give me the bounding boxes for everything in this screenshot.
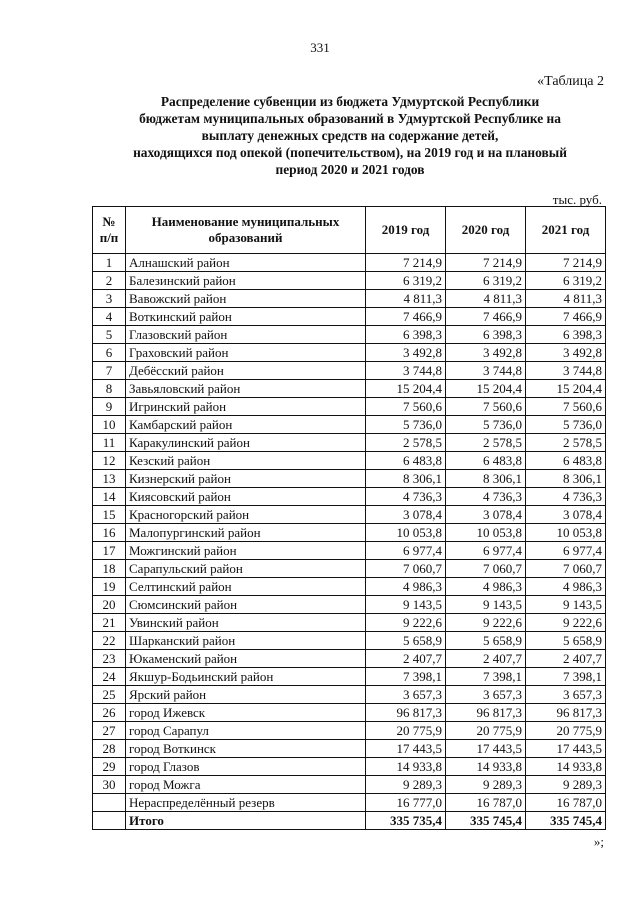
value-2019: 3 657,3 — [366, 686, 446, 704]
table-header-row — [93, 207, 606, 254]
table-row — [93, 326, 606, 344]
value-2019: 3 744,8 — [366, 362, 446, 380]
value-2019: 3 492,8 — [366, 344, 446, 362]
value-2019: 7 466,9 — [366, 308, 446, 326]
column-header-2019: 2019 год — [366, 207, 446, 254]
municipality-name: город Глазов — [126, 758, 366, 776]
value-2019: 3 078,4 — [366, 506, 446, 524]
value-2019: 6 319,2 — [366, 272, 446, 290]
value-2020: 3 744,8 — [446, 362, 526, 380]
table-row — [93, 596, 606, 614]
heading-line: бюджетам муниципальных образований в Удмуртской Республике на — [139, 111, 561, 126]
value-2019: 17 443,5 — [366, 740, 446, 758]
value-2021: 4 811,3 — [526, 290, 606, 308]
closing-quote: »; — [593, 834, 604, 849]
row-number: 10 — [93, 416, 126, 434]
value-2021: 3 744,8 — [526, 362, 606, 380]
municipality-name: Граховский район — [126, 344, 366, 362]
table-row — [93, 578, 606, 596]
row-number: 20 — [93, 596, 126, 614]
value-2021: 4 736,3 — [526, 488, 606, 506]
value-2019: 14 933,8 — [366, 758, 446, 776]
row-number: 9 — [93, 398, 126, 416]
value-2021: 5 658,9 — [526, 632, 606, 650]
table-row — [93, 542, 606, 560]
value-2020: 7 398,1 — [446, 668, 526, 686]
row-number: 22 — [93, 632, 126, 650]
municipality-name: Юкаменский район — [126, 650, 366, 668]
total-2019: 335 735,4 — [366, 812, 446, 830]
municipality-name: Дебёсский район — [126, 362, 366, 380]
municipality-name: Малопургинский район — [126, 524, 366, 542]
municipality-name: Красногорский район — [126, 506, 366, 524]
value-2020: 5 736,0 — [446, 416, 526, 434]
municipality-name: Балезинский район — [126, 272, 366, 290]
value-2019: 9 222,6 — [366, 614, 446, 632]
municipality-name: Сарапульский район — [126, 560, 366, 578]
value-2021: 9 143,5 — [526, 596, 606, 614]
row-number: 12 — [93, 452, 126, 470]
row-number: 4 — [93, 308, 126, 326]
value-2019: 6 398,3 — [366, 326, 446, 344]
municipality-name: Камбарский район — [126, 416, 366, 434]
table-row — [93, 362, 606, 380]
value-2021: 14 933,8 — [526, 758, 606, 776]
total-row — [93, 812, 606, 830]
table-row — [93, 524, 606, 542]
heading-line: Распределение субвенции из бюджета Удмуртской Республики — [160, 94, 540, 109]
column-header-2021: 2021 год — [526, 207, 606, 254]
unit-label: тыс. руб. — [552, 192, 602, 207]
value-2021: 7 398,1 — [526, 668, 606, 686]
table-row — [93, 434, 606, 452]
row-number: 11 — [93, 434, 126, 452]
value-2021: 4 986,3 — [526, 578, 606, 596]
table-row — [93, 344, 606, 362]
value-2019: 7 398,1 — [366, 668, 446, 686]
row-number: 15 — [93, 506, 126, 524]
value-2020: 3 492,8 — [446, 344, 526, 362]
row-number: 13 — [93, 470, 126, 488]
municipality-name: Киясовский район — [126, 488, 366, 506]
table-row — [93, 416, 606, 434]
value-2020: 9 222,6 — [446, 614, 526, 632]
value-2021: 20 775,9 — [526, 722, 606, 740]
municipality-name: Селтинский район — [126, 578, 366, 596]
value-2019: 96 817,3 — [366, 704, 446, 722]
municipality-name: Каракулинский район — [126, 434, 366, 452]
value-2019: 8 306,1 — [366, 470, 446, 488]
column-header-name: Наименование муниципальных образований — [126, 207, 366, 254]
municipality-name: Сюмсинский район — [126, 596, 366, 614]
municipality-name: Шарканский район — [126, 632, 366, 650]
municipality-name: Воткинский район — [126, 308, 366, 326]
value-2021: 10 053,8 — [526, 524, 606, 542]
table-row — [93, 470, 606, 488]
value-2019: 6 483,8 — [366, 452, 446, 470]
value-2020: 6 398,3 — [446, 326, 526, 344]
table-row — [93, 380, 606, 398]
row-number: 1 — [93, 254, 126, 272]
table-row — [93, 254, 606, 272]
value-2019: 10 053,8 — [366, 524, 446, 542]
municipality-name: Ярский район — [126, 686, 366, 704]
municipality-name: Можгинский район — [126, 542, 366, 560]
value-2020: 7 560,6 — [446, 398, 526, 416]
value-2019: 9 289,3 — [366, 776, 446, 794]
value-2019: 16 777,0 — [366, 794, 446, 812]
value-2019: 7 214,9 — [366, 254, 446, 272]
value-2019: 5 736,0 — [366, 416, 446, 434]
municipality-name: Алнашский район — [126, 254, 366, 272]
value-2020: 15 204,4 — [446, 380, 526, 398]
row-number: 2 — [93, 272, 126, 290]
subvention-table — [92, 206, 606, 830]
row-number: 23 — [93, 650, 126, 668]
municipality-name: город Сарапул — [126, 722, 366, 740]
column-header-2020: 2020 год — [446, 207, 526, 254]
municipality-name: Нераспределённый резерв — [126, 794, 366, 812]
value-2020: 16 787,0 — [446, 794, 526, 812]
row-number: 29 — [93, 758, 126, 776]
value-2021: 5 736,0 — [526, 416, 606, 434]
municipality-name: Кизнерский район — [126, 470, 366, 488]
value-2020: 6 319,2 — [446, 272, 526, 290]
value-2021: 6 398,3 — [526, 326, 606, 344]
total-num-cell — [93, 812, 126, 830]
table-row — [93, 398, 606, 416]
value-2020: 20 775,9 — [446, 722, 526, 740]
table-row — [93, 650, 606, 668]
value-2020: 7 466,9 — [446, 308, 526, 326]
municipality-name: Якшур-Бодьинский район — [126, 668, 366, 686]
row-number — [93, 794, 126, 812]
value-2021: 6 483,8 — [526, 452, 606, 470]
municipality-name: Кезский район — [126, 452, 366, 470]
value-2020: 96 817,3 — [446, 704, 526, 722]
value-2021: 6 977,4 — [526, 542, 606, 560]
value-2021: 16 787,0 — [526, 794, 606, 812]
row-number: 30 — [93, 776, 126, 794]
heading-line: выплату денежных средств на содержание детей, — [201, 128, 499, 143]
value-2021: 7 466,9 — [526, 308, 606, 326]
row-number: 6 — [93, 344, 126, 362]
table-row — [93, 686, 606, 704]
row-number: 27 — [93, 722, 126, 740]
value-2021: 17 443,5 — [526, 740, 606, 758]
value-2021: 3 492,8 — [526, 344, 606, 362]
value-2019: 2 407,7 — [366, 650, 446, 668]
value-2020: 10 053,8 — [446, 524, 526, 542]
heading-line: период 2020 и 2021 годов — [275, 162, 425, 177]
value-2021: 2 578,5 — [526, 434, 606, 452]
municipality-name: Игринский район — [126, 398, 366, 416]
row-number: 21 — [93, 614, 126, 632]
row-number: 7 — [93, 362, 126, 380]
municipality-name: Вавожский район — [126, 290, 366, 308]
municipality-name: город Воткинск — [126, 740, 366, 758]
table-label: «Таблица 2 — [537, 74, 604, 89]
total-label: Итого — [126, 812, 366, 830]
heading-line: находящихся под опекой (попечительством), на 2019 год и на плановый — [133, 145, 567, 160]
municipality-name: город Ижевск — [126, 704, 366, 722]
value-2020: 6 483,8 — [446, 452, 526, 470]
row-number: 25 — [93, 686, 126, 704]
table-body — [93, 254, 606, 812]
value-2020: 2 578,5 — [446, 434, 526, 452]
municipality-name: Глазовский район — [126, 326, 366, 344]
value-2021: 9 222,6 — [526, 614, 606, 632]
table-row — [93, 704, 606, 722]
table-row — [93, 560, 606, 578]
value-2020: 2 407,7 — [446, 650, 526, 668]
value-2019: 9 143,5 — [366, 596, 446, 614]
table-row — [93, 308, 606, 326]
value-2019: 7 560,6 — [366, 398, 446, 416]
municipality-name: Увинский район — [126, 614, 366, 632]
row-number: 18 — [93, 560, 126, 578]
value-2019: 5 658,9 — [366, 632, 446, 650]
table-row — [93, 794, 606, 812]
table-row — [93, 758, 606, 776]
value-2020: 3 657,3 — [446, 686, 526, 704]
value-2020: 4 736,3 — [446, 488, 526, 506]
value-2021: 96 817,3 — [526, 704, 606, 722]
value-2019: 7 060,7 — [366, 560, 446, 578]
value-2020: 7 060,7 — [446, 560, 526, 578]
value-2021: 2 407,7 — [526, 650, 606, 668]
table-row — [93, 290, 606, 308]
table-row — [93, 272, 606, 290]
value-2019: 15 204,4 — [366, 380, 446, 398]
row-number: 28 — [93, 740, 126, 758]
value-2019: 4 986,3 — [366, 578, 446, 596]
value-2020: 14 933,8 — [446, 758, 526, 776]
value-2021: 8 306,1 — [526, 470, 606, 488]
value-2019: 20 775,9 — [366, 722, 446, 740]
value-2021: 15 204,4 — [526, 380, 606, 398]
value-2020: 7 214,9 — [446, 254, 526, 272]
row-number: 14 — [93, 488, 126, 506]
value-2019: 4 736,3 — [366, 488, 446, 506]
table-row — [93, 452, 606, 470]
value-2020: 9 143,5 — [446, 596, 526, 614]
value-2021: 7 060,7 — [526, 560, 606, 578]
row-number: 3 — [93, 290, 126, 308]
document-heading — [70, 93, 630, 178]
row-number: 24 — [93, 668, 126, 686]
value-2019: 2 578,5 — [366, 434, 446, 452]
value-2020: 4 986,3 — [446, 578, 526, 596]
value-2021: 7 560,6 — [526, 398, 606, 416]
value-2021: 6 319,2 — [526, 272, 606, 290]
row-number: 16 — [93, 524, 126, 542]
total-2020: 335 745,4 — [446, 812, 526, 830]
value-2021: 3 657,3 — [526, 686, 606, 704]
row-number: 5 — [93, 326, 126, 344]
column-header-num: № п/п — [93, 207, 126, 254]
value-2020: 8 306,1 — [446, 470, 526, 488]
table-row — [93, 668, 606, 686]
value-2019: 6 977,4 — [366, 542, 446, 560]
value-2020: 5 658,9 — [446, 632, 526, 650]
value-2019: 4 811,3 — [366, 290, 446, 308]
table-row — [93, 488, 606, 506]
table-row — [93, 776, 606, 794]
municipality-name: Завьяловский район — [126, 380, 366, 398]
value-2021: 9 289,3 — [526, 776, 606, 794]
page-number: 331 — [310, 40, 330, 55]
total-2021: 335 745,4 — [526, 812, 606, 830]
table-row — [93, 740, 606, 758]
table-row — [93, 506, 606, 524]
row-number: 19 — [93, 578, 126, 596]
value-2020: 9 289,3 — [446, 776, 526, 794]
row-number: 8 — [93, 380, 126, 398]
row-number: 26 — [93, 704, 126, 722]
municipality-name: город Можга — [126, 776, 366, 794]
row-number: 17 — [93, 542, 126, 560]
table-row — [93, 614, 606, 632]
value-2020: 4 811,3 — [446, 290, 526, 308]
value-2020: 17 443,5 — [446, 740, 526, 758]
table-row — [93, 722, 606, 740]
value-2020: 3 078,4 — [446, 506, 526, 524]
table-row — [93, 632, 606, 650]
value-2020: 6 977,4 — [446, 542, 526, 560]
value-2021: 3 078,4 — [526, 506, 606, 524]
value-2021: 7 214,9 — [526, 254, 606, 272]
